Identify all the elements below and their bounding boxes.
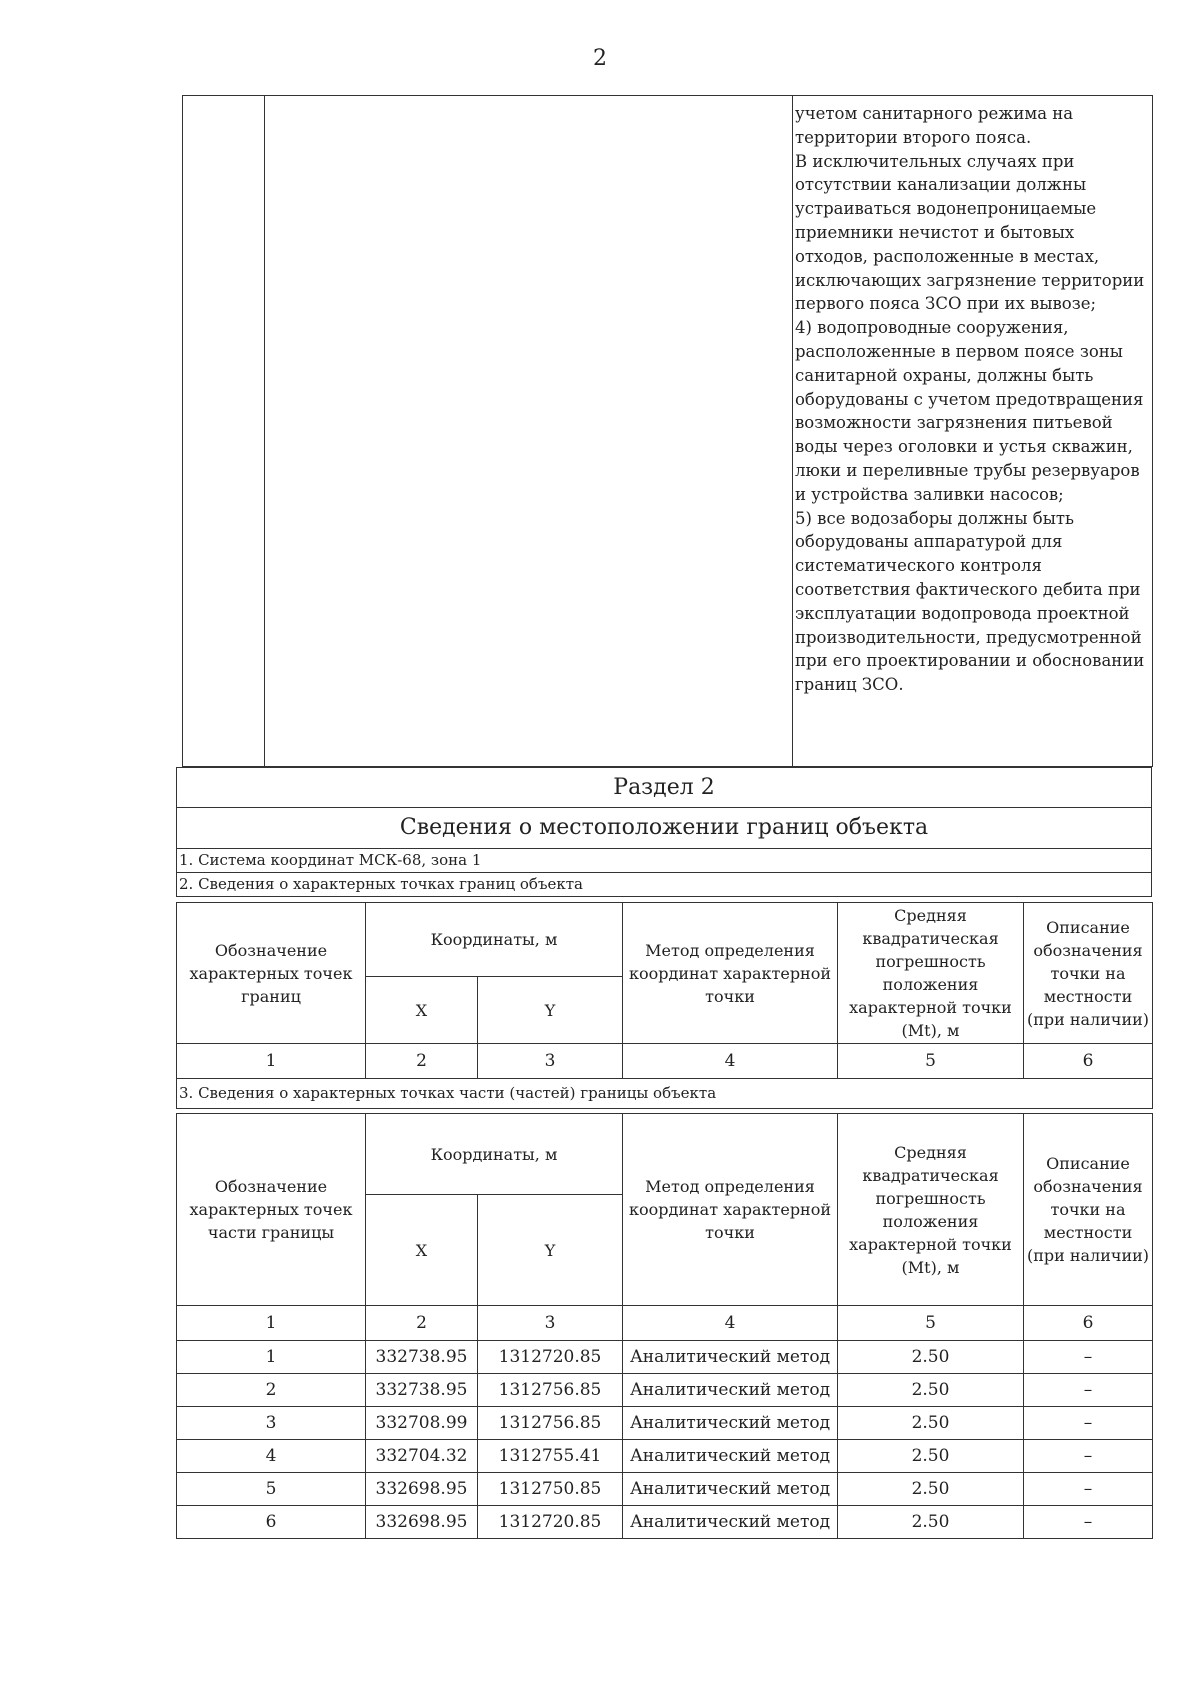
section-subtitle: Сведения о местоположении границ объекта — [176, 808, 1152, 849]
col-number: 3 — [478, 1306, 623, 1341]
col-y: Y — [478, 977, 623, 1044]
col-error: Средняя квадратическая погрешность положения характерной точки (Mt), м — [838, 1114, 1024, 1306]
col-x: X — [366, 977, 478, 1044]
point-description: – — [1024, 1440, 1153, 1473]
col-number: 1 — [177, 1044, 366, 1079]
col-number: 2 — [366, 1306, 478, 1341]
point-error: 2.50 — [838, 1341, 1024, 1374]
col-number: 6 — [1024, 1044, 1153, 1079]
empty-cell-1 — [183, 96, 265, 767]
point-y: 1312755.41 — [478, 1440, 623, 1473]
col-designation: Обозначение характерных точек границ — [177, 903, 366, 1044]
point-y: 1312750.85 — [478, 1473, 623, 1506]
part-points-table — [176, 1113, 1153, 1539]
point-y: 1312756.85 — [478, 1407, 623, 1440]
part-points-heading: 3. Сведения о характерных точках части (частей) границы объекта — [177, 1079, 1153, 1109]
requirements-table — [182, 95, 1153, 767]
col-number: 4 — [623, 1306, 838, 1341]
column-numbers-row — [177, 1306, 1153, 1341]
col-number: 4 — [623, 1044, 838, 1079]
page-number: 2 — [593, 46, 607, 71]
point-x: 332704.32 — [366, 1440, 478, 1473]
col-method: Метод определения координат характерной точки — [623, 1114, 838, 1306]
point-method: Аналитический метод — [623, 1341, 838, 1374]
point-x: 332738.95 — [366, 1341, 478, 1374]
col-number: 6 — [1024, 1306, 1153, 1341]
point-x: 332738.95 — [366, 1374, 478, 1407]
col-number: 1 — [177, 1306, 366, 1341]
col-coords: Координаты, м — [366, 1114, 623, 1195]
point-description: – — [1024, 1506, 1153, 1539]
point-id: 2 — [177, 1374, 366, 1407]
point-id: 3 — [177, 1407, 366, 1440]
point-description: – — [1024, 1341, 1153, 1374]
point-error: 2.50 — [838, 1407, 1024, 1440]
empty-cell-2 — [265, 96, 793, 767]
point-x: 332698.95 — [366, 1473, 478, 1506]
col-description: Описание обозначения точки на местности (при наличии) — [1024, 1114, 1153, 1306]
col-description: Описание обозначения точки на местности (при наличии) — [1024, 903, 1153, 1044]
point-id: 1 — [177, 1341, 366, 1374]
point-x: 332708.99 — [366, 1407, 478, 1440]
points-table — [176, 902, 1153, 1109]
table-row — [177, 1506, 1153, 1539]
requirements-cell — [793, 96, 1153, 767]
col-coords: Координаты, м — [366, 903, 623, 977]
col-designation: Обозначение характерных точек части границы — [177, 1114, 366, 1306]
point-method: Аналитический метод — [623, 1407, 838, 1440]
col-error: Средняя квадратическая погрешность положения характерной точки (Mt), м — [838, 903, 1024, 1044]
section-title: Раздел 2 — [176, 768, 1152, 808]
col-number: 5 — [838, 1306, 1024, 1341]
table-row — [177, 1374, 1153, 1407]
table-row — [177, 1473, 1153, 1506]
table-row — [177, 1407, 1153, 1440]
col-number: 5 — [838, 1044, 1024, 1079]
point-id: 5 — [177, 1473, 366, 1506]
table-row — [177, 1341, 1153, 1374]
point-id: 4 — [177, 1440, 366, 1473]
point-method: Аналитический метод — [623, 1440, 838, 1473]
col-x: X — [366, 1195, 478, 1306]
point-method: Аналитический метод — [623, 1473, 838, 1506]
point-method: Аналитический метод — [623, 1374, 838, 1407]
coord-system: 1. Система координат МСК-68, зона 1 — [176, 849, 1152, 873]
section-header — [176, 767, 1152, 897]
point-description: – — [1024, 1407, 1153, 1440]
point-error: 2.50 — [838, 1374, 1024, 1407]
col-method: Метод определения координат характерной точки — [623, 903, 838, 1044]
point-y: 1312720.85 — [478, 1341, 623, 1374]
point-error: 2.50 — [838, 1506, 1024, 1539]
points-heading: 2. Сведения о характерных точках границ объекта — [176, 873, 1152, 897]
point-error: 2.50 — [838, 1440, 1024, 1473]
point-description: – — [1024, 1374, 1153, 1407]
table-row — [177, 1440, 1153, 1473]
col-number: 2 — [366, 1044, 478, 1079]
point-description: – — [1024, 1473, 1153, 1506]
point-y: 1312720.85 — [478, 1506, 623, 1539]
point-x: 332698.95 — [366, 1506, 478, 1539]
col-number: 3 — [478, 1044, 623, 1079]
requirements-row — [183, 96, 1153, 767]
point-y: 1312756.85 — [478, 1374, 623, 1407]
col-y: Y — [478, 1195, 623, 1306]
column-numbers-row — [177, 1044, 1153, 1079]
requirements-text: учетом санитарного режима на территории второго пояса. В исключительных случаях при отсутствии канализации должны устраиваться водонепроницаемые приемники нечистот и бытовых отходов, расположенные в местах, исключающих загрязнение территории первого пояса ЗСО при их вывозе; 4) водопроводные сооружения, расположенные в первом поясе зоны санитарной охраны, должны быть оборудованы с учетом предотвращения возможности загрязнения питьевой воды через оголовки и устья скважин, люки и переливные трубы резервуаров и устройства заливки насосов; 5) все водозаборы должны быть оборудованы аппаратурой для систематического контроля соответствия фактического дебита при эксплуатации водопровода проектной производительности, предусмотренной при его проектировании и обосновании границ ЗСО. — [795, 104, 1145, 695]
point-id: 6 — [177, 1506, 366, 1539]
point-method: Аналитический метод — [623, 1506, 838, 1539]
point-error: 2.50 — [838, 1473, 1024, 1506]
